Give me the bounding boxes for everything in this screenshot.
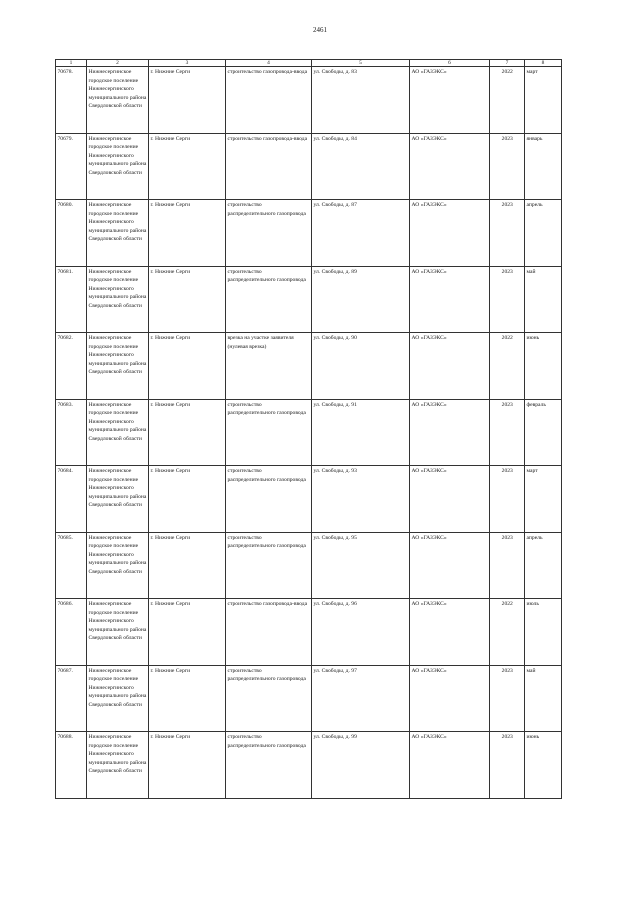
table-row [56, 399, 562, 466]
table-row [56, 266, 562, 333]
month-cell: апрель [525, 532, 562, 599]
organization-cell: АО «ГАЗЭКС» [410, 732, 490, 799]
year-cell: 2022 [490, 333, 525, 400]
column-header: 8 [525, 60, 562, 67]
record-number-cell: 70688. [56, 732, 87, 799]
year-cell: 2022 [490, 599, 525, 666]
year-cell: 2023 [490, 532, 525, 599]
locality-cell: г. Нижние Серги [149, 665, 226, 732]
address-cell: ул. Свободы, д. 99 [312, 732, 410, 799]
month-cell: июль [525, 599, 562, 666]
work-type-cell: строительство распределительного газопровода [226, 665, 312, 732]
organization-cell: АО «ГАЗЭКС» [410, 133, 490, 200]
record-number-cell: 70683. [56, 399, 87, 466]
column-header: 6 [410, 60, 490, 67]
month-cell: май [525, 266, 562, 333]
organization-cell: АО «ГАЗЭКС» [410, 200, 490, 267]
record-number-cell: 70685. [56, 532, 87, 599]
year-cell: 2023 [490, 200, 525, 267]
address-cell: ул. Свободы, д. 95 [312, 532, 410, 599]
locality-cell: г. Нижние Серги [149, 200, 226, 267]
table-row [56, 665, 562, 732]
locality-cell: г. Нижние Серги [149, 732, 226, 799]
record-number-cell: 70687. [56, 665, 87, 732]
municipality-cell: Нижнесергинское городское поселение Нижнесергинского муниципального района Свердловской области [87, 532, 149, 599]
record-number-cell: 70686. [56, 599, 87, 666]
work-type-cell: строительство газопровода-ввода [226, 133, 312, 200]
organization-cell: АО «ГАЗЭКС» [410, 399, 490, 466]
column-number-row [56, 60, 562, 67]
year-cell: 2023 [490, 399, 525, 466]
year-cell: 2023 [490, 466, 525, 533]
address-cell: ул. Свободы, д. 84 [312, 133, 410, 200]
organization-cell: АО «ГАЗЭКС» [410, 466, 490, 533]
municipality-cell: Нижнесергинское городское поселение Нижнесергинского муниципального района Свердловской области [87, 665, 149, 732]
record-number-cell: 70680. [56, 200, 87, 267]
organization-cell: АО «ГАЗЭКС» [410, 532, 490, 599]
locality-cell: г. Нижние Серги [149, 266, 226, 333]
column-header: 1 [56, 60, 87, 67]
municipality-cell: Нижнесергинское городское поселение Нижнесергинского муниципального района Свердловской области [87, 333, 149, 400]
locality-cell: г. Нижние Серги [149, 67, 226, 134]
column-header: 4 [226, 60, 312, 67]
address-cell: ул. Свободы, д. 87 [312, 200, 410, 267]
locality-cell: г. Нижние Серги [149, 532, 226, 599]
month-cell: январь [525, 133, 562, 200]
address-cell: ул. Свободы, д. 90 [312, 333, 410, 400]
table-row [56, 732, 562, 799]
organization-cell: АО «ГАЗЭКС» [410, 333, 490, 400]
municipality-cell: Нижнесергинское городское поселение Нижнесергинского муниципального района Свердловской области [87, 200, 149, 267]
month-cell: февраль [525, 399, 562, 466]
year-cell: 2023 [490, 133, 525, 200]
locality-cell: г. Нижние Серги [149, 133, 226, 200]
registry-table [55, 59, 562, 799]
record-number-cell: 70682. [56, 333, 87, 400]
work-type-cell: строительство распределительного газопровода [226, 200, 312, 267]
work-type-cell: строительство газопровода-ввода [226, 599, 312, 666]
record-number-cell: 70679. [56, 133, 87, 200]
organization-cell: АО «ГАЗЭКС» [410, 599, 490, 666]
table-row [56, 532, 562, 599]
month-cell: май [525, 665, 562, 732]
month-cell: март [525, 466, 562, 533]
address-cell: ул. Свободы, д. 91 [312, 399, 410, 466]
column-header: 5 [312, 60, 410, 67]
month-cell: июнь [525, 333, 562, 400]
year-cell: 2023 [490, 665, 525, 732]
column-header: 2 [87, 60, 149, 67]
table-row [56, 133, 562, 200]
organization-cell: АО «ГАЗЭКС» [410, 266, 490, 333]
work-type-cell: строительство газопровода-ввода [226, 67, 312, 134]
month-cell: июнь [525, 732, 562, 799]
address-cell: ул. Свободы, д. 83 [312, 67, 410, 134]
work-type-cell: строительство распределительного газопровода [226, 399, 312, 466]
work-type-cell: строительство распределительного газопровода [226, 266, 312, 333]
locality-cell: г. Нижние Серги [149, 399, 226, 466]
locality-cell: г. Нижние Серги [149, 599, 226, 666]
municipality-cell: Нижнесергинское городское поселение Нижнесергинского муниципального района Свердловской области [87, 599, 149, 666]
record-number-cell: 70684. [56, 466, 87, 533]
column-header: 3 [149, 60, 226, 67]
address-cell: ул. Свободы, д. 97 [312, 665, 410, 732]
address-cell: ул. Свободы, д. 89 [312, 266, 410, 333]
municipality-cell: Нижнесергинское городское поселение Нижнесергинского муниципального района Свердловской области [87, 399, 149, 466]
locality-cell: г. Нижние Серги [149, 333, 226, 400]
table-row [56, 200, 562, 267]
table-body [56, 67, 562, 799]
address-cell: ул. Свободы, д. 96 [312, 599, 410, 666]
table-row [56, 333, 562, 400]
municipality-cell: Нижнесергинское городское поселение Нижнесергинского муниципального района Свердловской области [87, 732, 149, 799]
table-row [56, 466, 562, 533]
page-number: 2461 [313, 26, 327, 34]
municipality-cell: Нижнесергинское городское поселение Нижнесергинского муниципального района Свердловской области [87, 266, 149, 333]
work-type-cell: строительство распределительного газопровода [226, 732, 312, 799]
year-cell: 2023 [490, 732, 525, 799]
column-header: 7 [490, 60, 525, 67]
record-number-cell: 70678. [56, 67, 87, 134]
work-type-cell: строительство распределительного газопровода [226, 466, 312, 533]
organization-cell: АО «ГАЗЭКС» [410, 665, 490, 732]
year-cell: 2022 [490, 67, 525, 134]
municipality-cell: Нижнесергинское городское поселение Нижнесергинского муниципального района Свердловской области [87, 466, 149, 533]
record-number-cell: 70681. [56, 266, 87, 333]
municipality-cell: Нижнесергинское городское поселение Нижнесергинского муниципального района Свердловской области [87, 133, 149, 200]
municipality-cell: Нижнесергинское городское поселение Нижнесергинского муниципального района Свердловской области [87, 67, 149, 134]
work-type-cell: строительство распределительного газопровода [226, 532, 312, 599]
organization-cell: АО «ГАЗЭКС» [410, 67, 490, 134]
work-type-cell: врезка на участке заявителя (нулевая врезка) [226, 333, 312, 400]
month-cell: апрель [525, 200, 562, 267]
address-cell: ул. Свободы, д. 93 [312, 466, 410, 533]
month-cell: март [525, 67, 562, 134]
year-cell: 2023 [490, 266, 525, 333]
table-row [56, 67, 562, 134]
table-row [56, 599, 562, 666]
locality-cell: г. Нижние Серги [149, 466, 226, 533]
